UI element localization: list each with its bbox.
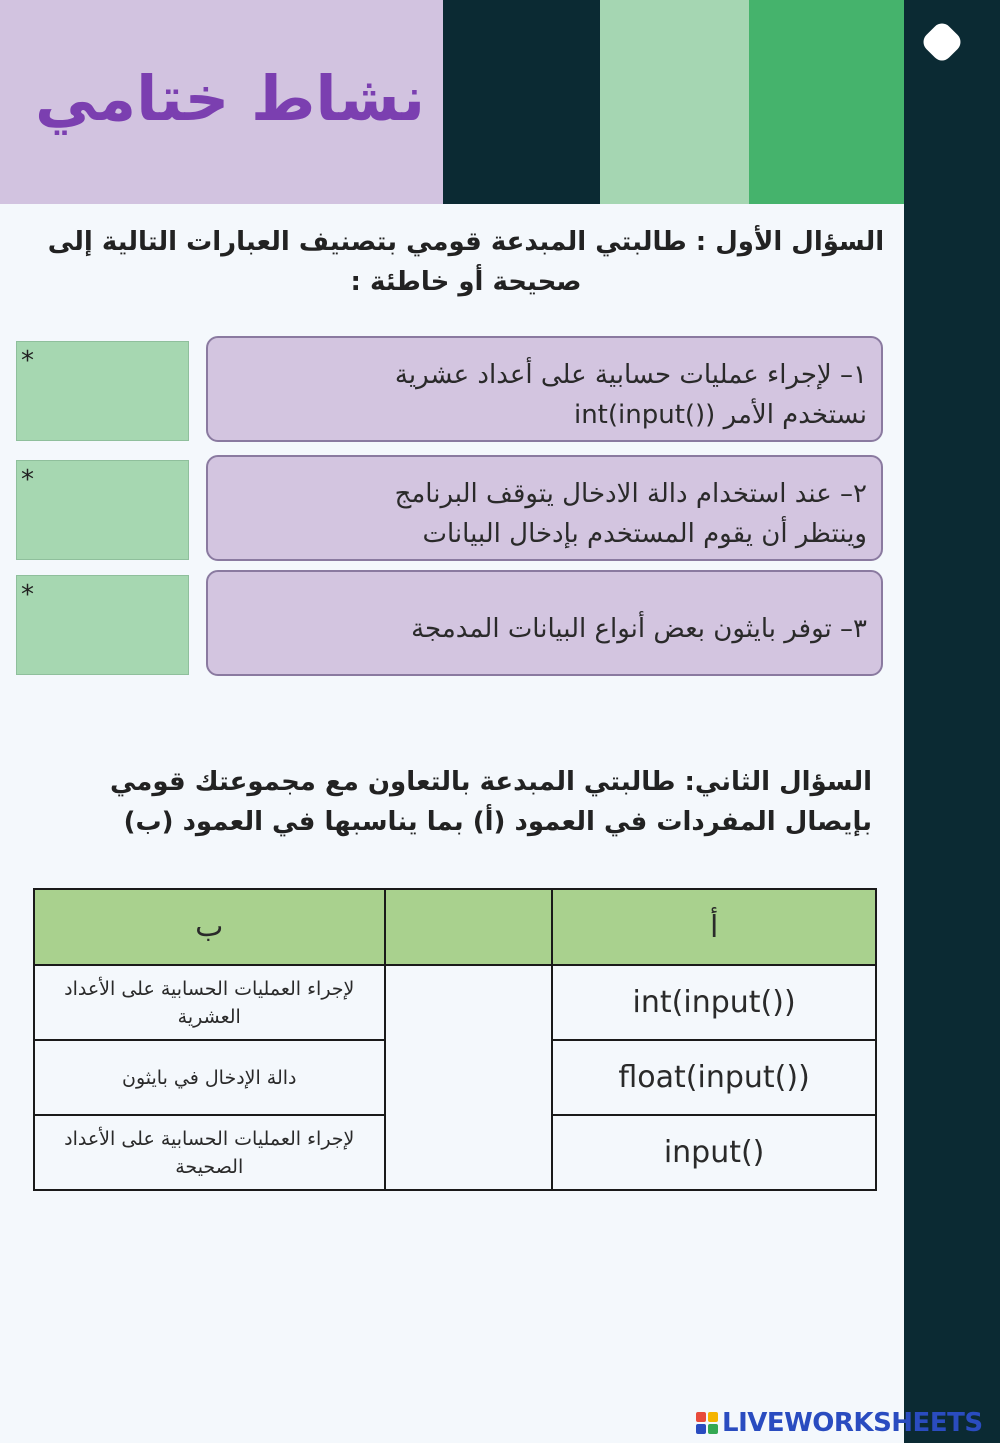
connection-area[interactable] <box>385 965 553 1190</box>
logo-grid-icon <box>696 1412 718 1434</box>
logo-square-red <box>696 1412 706 1422</box>
logo-square-green <box>708 1424 718 1434</box>
statement-1 <box>206 336 883 442</box>
column-b-item[interactable]: لإجراء العمليات الحسابية على الأعداد الصحيحة <box>34 1115 385 1190</box>
column-a-item[interactable]: float(input()) <box>552 1040 876 1115</box>
logo-square-yellow <box>708 1412 718 1422</box>
column-connect-header <box>385 889 553 965</box>
answer-marker: * <box>21 346 34 376</box>
answer-marker: * <box>21 465 34 495</box>
question-1-title: السؤال الأول : طالبتي المبدعة قومي بتصنيف العبارات التالية إلى صحيحة أو خاطئة : <box>47 227 885 297</box>
statement-2 <box>206 455 883 561</box>
statement-3-line1: ٣– توفر بايثون بعض أنواع البيانات المدمجة <box>411 614 867 644</box>
answer-marker: * <box>21 580 34 610</box>
header-dark-stripe <box>443 0 600 204</box>
question-2-title: السؤال الثاني: طالبتي المبدعة بالتعاون مع مجموعتك قومي بإيصال المفردات في العمود (أ) بما يناسبها في العمود (ب) <box>109 767 872 837</box>
column-a-item[interactable]: int(input()) <box>552 965 876 1040</box>
table-header-row <box>34 889 876 965</box>
column-a-item[interactable]: input() <box>552 1115 876 1190</box>
logo-text: LIVEWORKSHEETS <box>722 1408 983 1438</box>
header-green-stripe <box>749 0 904 204</box>
answer-box-3[interactable] <box>16 575 189 675</box>
matching-table <box>33 888 877 1191</box>
statement-1-line2 <box>226 395 867 435</box>
statement-2-line1: ٢– عند استخدام دالة الادخال يتوقف البرنامج <box>394 479 867 509</box>
liveworksheets-logo[interactable] <box>696 1409 983 1437</box>
logo-square-blue <box>696 1424 706 1434</box>
answer-box-1[interactable] <box>16 341 189 441</box>
column-b-item[interactable]: دالة الإدخال في بايثون <box>34 1040 385 1115</box>
header-mint-stripe <box>600 0 749 204</box>
page-title: نشاط ختامي <box>34 62 425 135</box>
statement-1-line2-text: نستخدم الأمر <box>723 400 867 430</box>
statement-1-code: int(input()) <box>573 400 716 430</box>
right-side-bar <box>904 0 1000 1443</box>
statement-1-line1: ١– لإجراء عمليات حسابية على أعداد عشرية <box>394 360 867 390</box>
answer-box-2[interactable] <box>16 460 189 560</box>
column-a-header: أ <box>552 889 876 965</box>
table-row <box>34 965 876 1040</box>
statement-2-line2: وينتظر أن يقوم المستخدم بإدخال البيانات <box>422 519 867 549</box>
statement-3 <box>206 570 883 676</box>
column-b-item[interactable]: لإجراء العمليات الحسابية على الأعداد العشرية <box>34 965 385 1040</box>
column-b-header: ب <box>34 889 385 965</box>
